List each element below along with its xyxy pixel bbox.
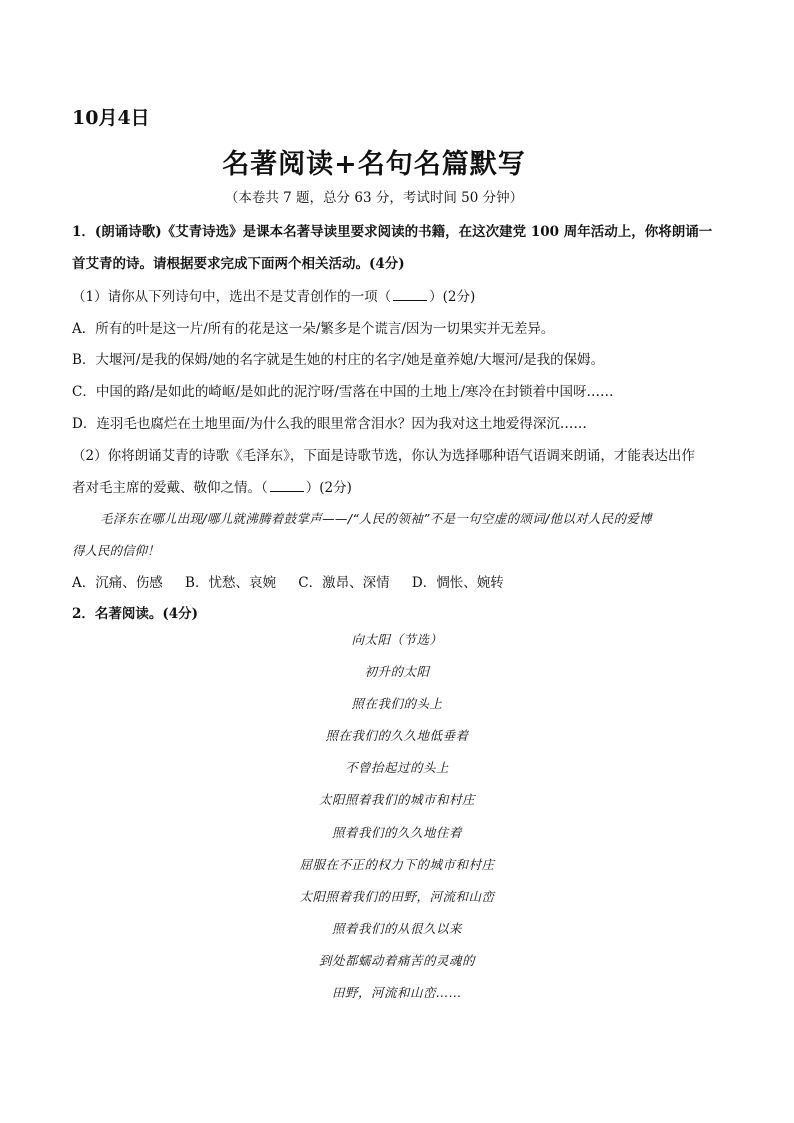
answer-blank[interactable] — [270, 479, 304, 492]
q1-sub2-line1: （2）你将朗诵艾青的诗歌《毛泽东》，下面是诗歌节选，你认为选择哪种语气语调来朗诵，才能表达出作 — [72, 448, 695, 464]
poem-line: 照在我们的头上 — [351, 696, 443, 712]
poem-line: 照着我们的从很久以来 — [331, 920, 462, 936]
q1-stem-line2: 首艾青的诗。请根据要求完成下面两个相关活动。(4分) — [72, 256, 405, 272]
poem-title: 向太阳（节选） — [351, 632, 443, 647]
poem-line: 照着我们的久久地住着 — [331, 824, 462, 840]
q2-stem: 2．名著阅读。(4分) — [72, 606, 199, 622]
q1-sub2-suffix: ）(2分) — [305, 480, 352, 496]
q1-sub1-option-b: B．大堰河/是我的保姆/她的名字就是生她的村庄的名字/她是童养媳/大堰河/是我的保姆。 — [72, 352, 605, 368]
q1-sub2-option-d: D．惆怅、婉转 — [411, 575, 504, 591]
q1-sub2-line2 — [72, 476, 732, 496]
q1-sub1-suffix: ）(2分) — [429, 289, 476, 305]
q1-sub2-option-a: A．沉痛、伤感 — [72, 575, 163, 591]
poem-line: 初升的太阳 — [364, 664, 430, 680]
q1-sub2-option-c: C．激昂、深情 — [298, 575, 390, 591]
q1-sub1-prefix: （1）请你从下列诗句中，选出不是艾青创作的一项（ — [72, 289, 392, 305]
q1-stem-line1: 1．(朗诵诗歌)《艾青诗选》是课本名著导读里要求阅读的书籍，在这次建党 100 周年活动上，你将朗诵一 — [72, 224, 713, 240]
q1-sub2-options — [72, 571, 732, 591]
q1-sub1-option-d: D．连羽毛也腐烂在土地里面/为什么我的眼里常含泪水？因为我对这土地爱得深沉…… — [72, 416, 587, 432]
poem-excerpt-line1: 毛泽东在哪儿出现/哪儿就沸腾着鼓掌声——/“人民的领袖”不是一句空虚的颂词/他以对人民的爱博 — [100, 511, 652, 526]
exam-date: 10月4日 — [72, 107, 150, 129]
poem-line: 不曾抬起过的头上 — [344, 760, 449, 776]
page-title — [0, 142, 794, 181]
q1-sub2-prefix: 者对毛主席的爱戴、敬仰之情。（ — [72, 480, 268, 496]
q1-sub1-question — [72, 285, 732, 305]
page-title-text: 名著阅读+名句名篇默写 — [222, 149, 526, 180]
poem-line: 到处都蠕动着痛苦的灵魂的 — [318, 952, 475, 968]
poem-line: 屈服在不正的权力下的城市和村庄 — [299, 856, 495, 872]
q1-sub1-option-c: C．中国的路/是如此的崎岖/是如此的泥泞呀/雪落在中国的土地上/寒冷在封锁着中国呀…… — [72, 384, 614, 400]
answer-blank[interactable] — [393, 288, 427, 301]
q1-sub2-option-b: B．忧愁、哀婉 — [185, 575, 276, 591]
exam-info — [0, 186, 794, 206]
poem-line: 太阳照着我们的城市和村庄 — [318, 792, 475, 808]
exam-info-text: （本卷共 7 题，总分 63 分，考试时间 50 分钟） — [224, 190, 524, 206]
poem-line: 太阳照着我们的田野，河流和山峦 — [299, 888, 495, 904]
q1-sub1-option-a: A．所有的叶是这一片/所有的花是这一朵/繁多是个谎言/因为一切果实并无差异。 — [72, 321, 555, 337]
poem-excerpt-line2: 得人民的信仰！ — [72, 543, 160, 558]
poem-line: 照在我们的久久地低垂着 — [325, 728, 469, 744]
poem-line: 田野，河流和山峦…… — [331, 985, 462, 1001]
poem-block — [0, 632, 794, 1017]
